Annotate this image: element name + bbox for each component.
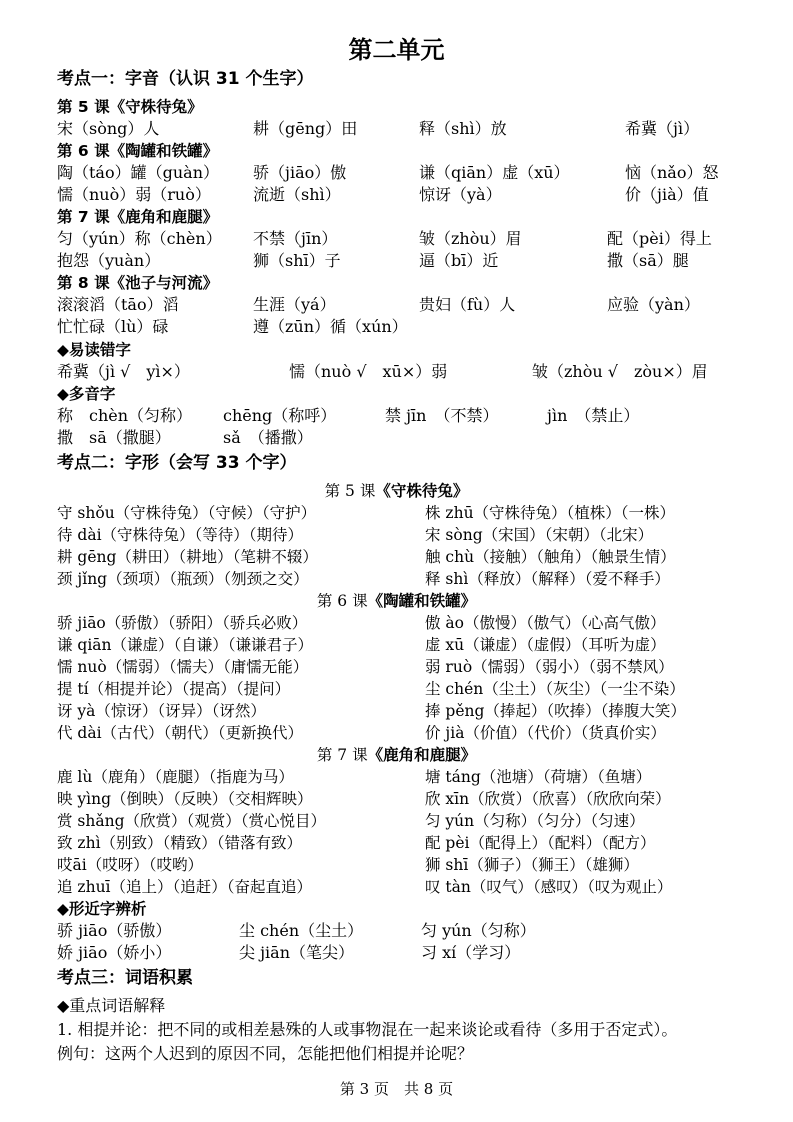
word-group: 宋 sòng（宋国）（宋朝）（北宋） xyxy=(425,526,654,544)
word-group: 谦 qiān（谦虚）（自谦）（谦谦君子） xyxy=(57,636,314,654)
pinyin-item: 释（shì）放 xyxy=(419,119,507,138)
word-group: 耕 gēng（耕田）（耕地）（笔耕不辍） xyxy=(57,548,318,566)
lesson-heading-5-writing xyxy=(0,480,793,502)
vocab-subheading: ◆重点词语解释 xyxy=(57,996,166,1015)
word-group: 价 jià（价值）（代价）（货真价实） xyxy=(425,724,666,742)
word-group: 映 yìng（倒映）（反映）（交相辉映） xyxy=(57,790,313,808)
pinyin-item: 陶（táo）罐（guàn） xyxy=(57,163,219,182)
pinyin-item: 狮（shī）子 xyxy=(253,251,341,270)
word-group: 虚 xū（谦虚）（虚假）（耳听为虚） xyxy=(425,636,666,654)
similar-item: 尘 chén（尘土） xyxy=(239,921,364,940)
word-group: 代 dài（古代）（朝代）（更新换代） xyxy=(57,724,304,742)
lesson-number: 第 6 课 xyxy=(316,592,368,610)
word-group: 守 shǒu（守株待兔）（守候）（守护） xyxy=(57,504,317,522)
lesson-number: 第 5 课 xyxy=(324,482,376,500)
word-group: 株 zhū（守株待兔）（植株）（一株） xyxy=(425,504,676,522)
vocab-definition: 1. 相提并论：把不同的或相差悬殊的人或事物混在一起来谈论或看待（多用于否定式）。 xyxy=(57,1020,678,1039)
similar-item: 娇 jiāo（娇小） xyxy=(57,943,172,962)
word-group: 匀 yún（匀称）（匀分）（匀速） xyxy=(425,812,645,830)
pinyin-item: 配（pèi）得上 xyxy=(607,229,712,248)
polyphone-item: 称 chèn（匀称） xyxy=(57,406,193,425)
lesson-heading-6-writing xyxy=(0,590,793,612)
similar-item: 尖 jiān（笔尖） xyxy=(239,943,355,962)
word-group: 致 zhì（别致）（精致）（错落有致） xyxy=(57,834,303,852)
word-group: 骄 jiāo（骄傲）（骄阳）（骄兵必败） xyxy=(57,614,308,632)
pinyin-item: 遵（zūn）循（xún） xyxy=(253,317,408,336)
polyphone-item: 禁 jīn （不禁） xyxy=(385,406,499,425)
word-group: 待 dài（守株待兔）（等待）（期待） xyxy=(57,526,304,544)
pinyin-item: 贵妇（fù）人 xyxy=(419,295,516,314)
pinyin-item: 撒（sā）腿 xyxy=(607,251,689,270)
word-group: 讶 yà（惊讶）（讶异）（讶然） xyxy=(57,702,266,720)
section-heading-pronunciation: 考点一：字音（认识 31 个生字） xyxy=(57,69,314,89)
misread-item: 懦（nuò √ xū×）弱 xyxy=(289,362,448,381)
polyphone-item: 撒 sā（撒腿） xyxy=(57,428,171,447)
misread-item: 皱（zhòu √ zòu×）眉 xyxy=(532,362,708,381)
similar-chars-heading: ◆形近字辨析 xyxy=(57,900,147,918)
pinyin-item: 匀（yún）称（chèn） xyxy=(57,229,222,248)
lesson-heading-7-writing xyxy=(0,744,793,766)
lesson-heading-8: 第 8 课《池子与河流》 xyxy=(57,274,219,292)
word-group: 颈 jǐng（颈项）（瓶颈）（刎颈之交） xyxy=(57,570,309,588)
word-group: 鹿 lù（鹿角）（鹿腿）（指鹿为马） xyxy=(57,768,294,786)
word-group: 释 shì（释放）（解释）（爱不释手） xyxy=(425,570,670,588)
word-group: 懦 nuò（懦弱）（懦夫）（庸懦无能） xyxy=(57,658,309,676)
word-group: 欣 xīn（欣赏）（欣喜）（欣欣向荣） xyxy=(425,790,671,808)
misread-heading: ◆易读错字 xyxy=(57,341,131,359)
pinyin-item: 惊讶（yà） xyxy=(419,185,502,204)
polyphone-heading: ◆多音字 xyxy=(57,385,116,403)
pinyin-item: 不禁（jīn） xyxy=(253,229,338,248)
word-group: 捧 pěng（捧起）（吹捧）（捧腹大笑） xyxy=(425,702,686,720)
page-footer: 第 3 页 共 8 页 xyxy=(339,1080,454,1098)
pinyin-item: 应验（yàn） xyxy=(607,295,700,314)
word-group: 傲 ào（傲慢）（傲气）（心高气傲） xyxy=(425,614,666,632)
section-heading-vocabulary: 考点三：词语积累 xyxy=(57,968,193,988)
pinyin-item: 希冀（jì） xyxy=(625,119,700,138)
pinyin-item: 价（jià）值 xyxy=(625,185,709,204)
similar-item: 习 xí（学习） xyxy=(421,943,521,962)
similar-item: 匀 yún（匀称） xyxy=(421,921,536,940)
word-group: 尘 chén（尘土）（灰尘）（一尘不染） xyxy=(425,680,685,698)
polyphone-item: jìn （禁止） xyxy=(547,406,640,425)
pinyin-item: 流逝（shì） xyxy=(253,185,341,204)
pinyin-item: 谦（qiān）虚（xū） xyxy=(419,163,570,182)
word-group: 追 zhuī（追上）（追赶）（奋起直追） xyxy=(57,878,313,896)
word-group: 提 tí（相提并论）（提高）（提问） xyxy=(57,680,291,698)
word-group: 弱 ruò（懦弱）（弱小）（弱不禁风） xyxy=(425,658,674,676)
word-group: 哎āi（哎呀）（哎哟） xyxy=(57,856,203,874)
lesson-number: 第 7 课 xyxy=(316,746,368,764)
pinyin-item: 逼（bī）近 xyxy=(419,251,499,270)
pinyin-item: 骄（jiāo）傲 xyxy=(253,163,347,182)
polyphone-item: chēng（称呼） xyxy=(223,406,337,425)
pinyin-item: 生涯（yá） xyxy=(253,295,336,314)
vocab-example: 例句：这两个人迟到的原因不同，怎能把他们相提并论呢？ xyxy=(57,1044,474,1063)
word-group: 塘 táng（池塘）（荷塘）（鱼塘） xyxy=(425,768,652,786)
lesson-heading-7: 第 7 课《鹿角和鹿腿》 xyxy=(57,208,219,226)
pinyin-item: 懦（nuò）弱（ruò） xyxy=(57,185,211,204)
lesson-name: 《守株待兔》 xyxy=(375,482,469,500)
word-group: 赏 shǎng（欣赏）（观赏）（赏心悦目） xyxy=(57,812,327,830)
misread-item: 希冀（jì √ yì×） xyxy=(57,362,190,381)
lesson-heading-5: 第 5 课《守株待兔》 xyxy=(57,98,203,116)
similar-item: 骄 jiāo（骄傲） xyxy=(57,921,172,940)
pinyin-item: 宋（sòng）人 xyxy=(57,119,160,138)
lesson-name: 《鹿角和鹿腿》 xyxy=(367,746,477,764)
pinyin-item: 忙忙碌（lù）碌 xyxy=(57,317,169,336)
pinyin-item: 耕（gēng）田 xyxy=(253,119,358,138)
pinyin-item: 滚滚滔（tāo）滔 xyxy=(57,295,179,314)
pinyin-item: 恼（nǎo）怒 xyxy=(625,163,719,182)
lesson-name: 《陶罐和铁罐》 xyxy=(367,592,477,610)
polyphone-item: sǎ （播撒） xyxy=(223,428,313,447)
lesson-heading-6: 第 6 课《陶罐和铁罐》 xyxy=(57,142,219,160)
section-heading-writing: 考点二：字形（会写 33 个字） xyxy=(57,453,297,473)
word-group: 叹 tàn（叹气）（感叹）（叹为观止） xyxy=(425,878,673,896)
unit-title: 第二单元 xyxy=(348,36,445,64)
word-group: 触 chù（接触）（触角）（触景生情） xyxy=(425,548,676,566)
word-group: 狮 shī（狮子）（狮王）（雄狮） xyxy=(425,856,639,874)
word-group: 配 pèi（配得上）（配料）（配方） xyxy=(425,834,656,852)
pinyin-item: 抱怨（yuàn） xyxy=(57,251,161,270)
pinyin-item: 皱（zhòu）眉 xyxy=(419,229,522,248)
